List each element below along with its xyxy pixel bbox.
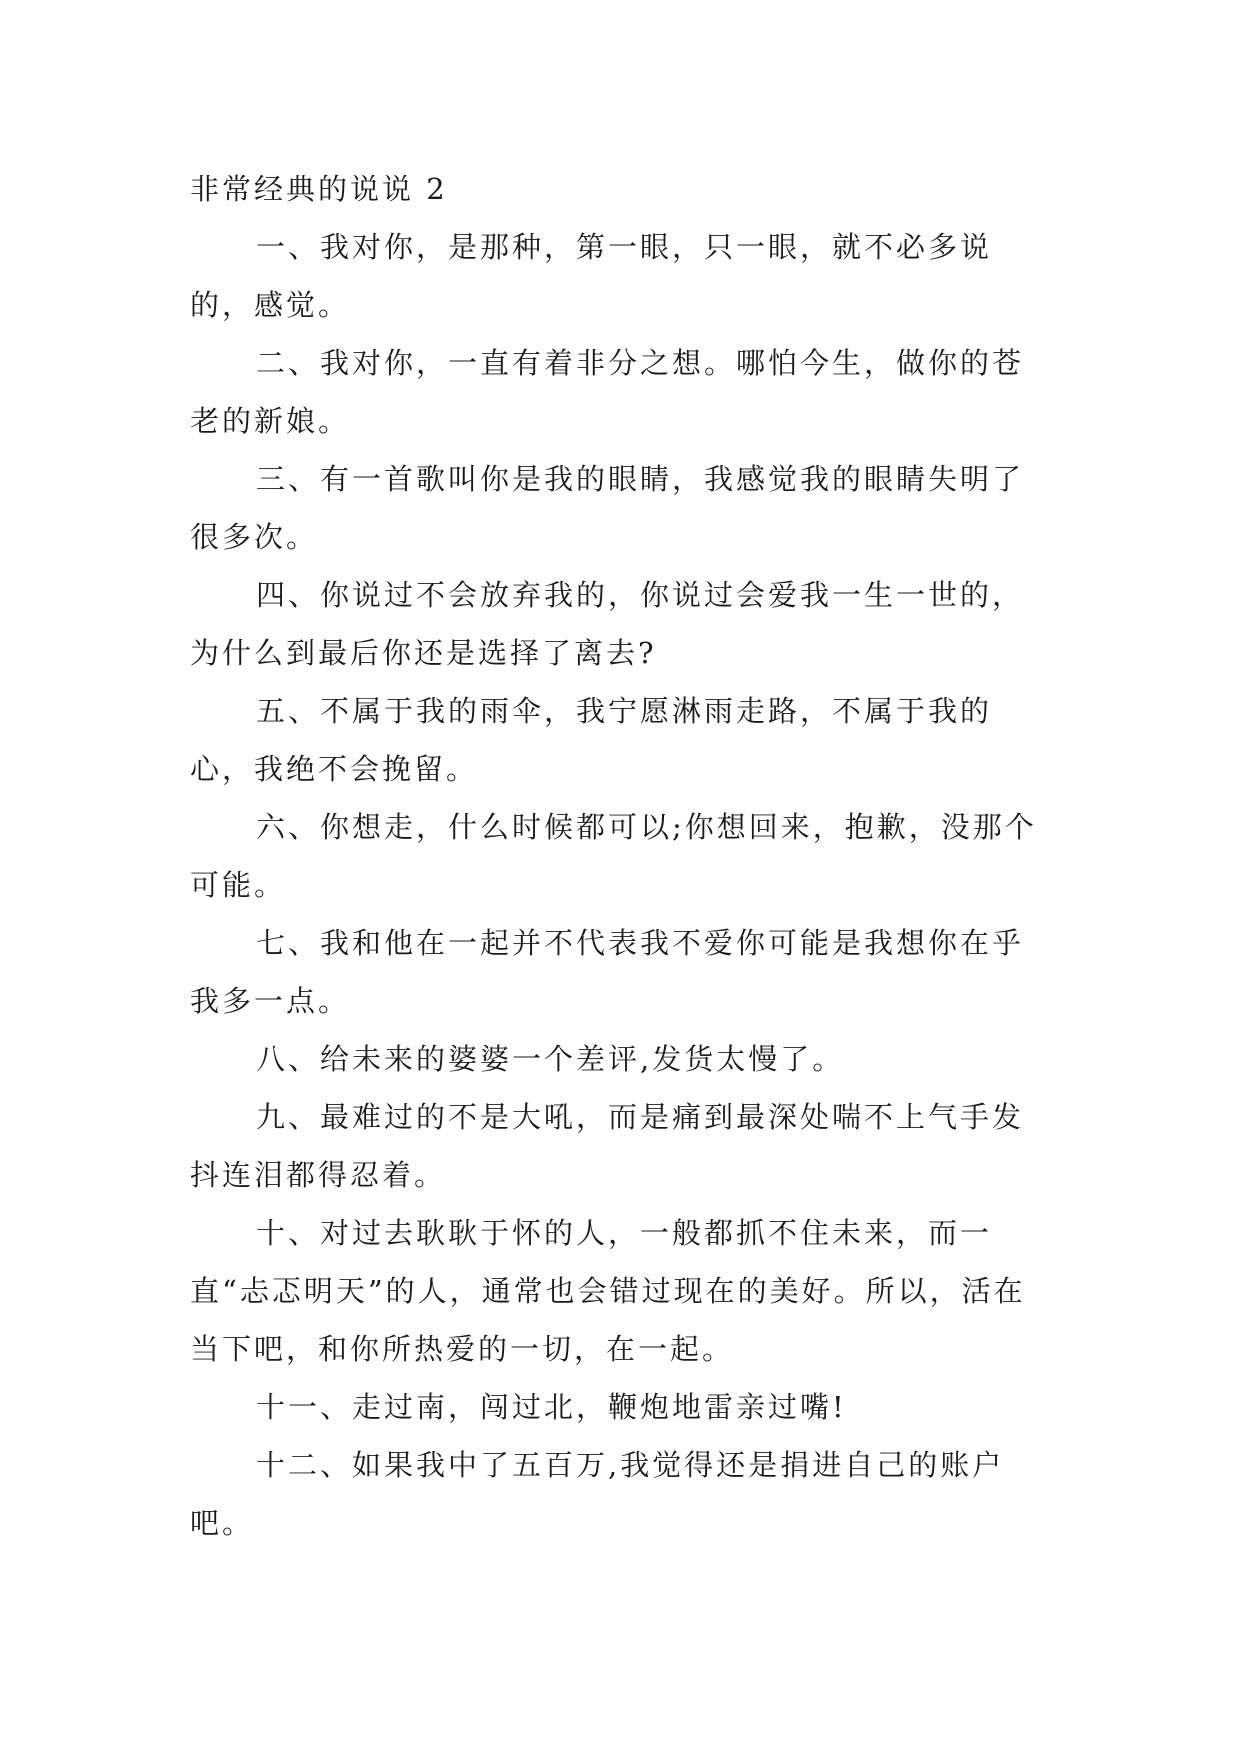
document-title: 非常经典的说说 2 bbox=[190, 172, 448, 206]
paragraph-6: 六、你想走，什么时候都可以;你想回来，抱歉，没那个可能。 bbox=[190, 810, 1037, 902]
paragraph-2: 二、我对你，一直有着非分之想。哪怕今生，做你的苍老的新娘。 bbox=[190, 346, 1025, 438]
paragraph-10: 十、对过去耿耿于怀的人，一般都抓不住未来，而一直“忐忑明天”的人，通常也会错过现在的美好。所以，活在当下吧，和你所热爱的一切，在一起。 bbox=[190, 1216, 1026, 1366]
paragraph-7: 七、我和他在一起并不代表我不爱你可能是我想你在乎我多一点。 bbox=[190, 926, 1025, 1018]
paragraph-4: 四、你说过不会放弃我的，你说过会爱我一生一世的，为什么到最后你还是选择了离去? bbox=[190, 578, 1025, 670]
document-body bbox=[190, 160, 1050, 1552]
paragraph-11: 十一、走过南，闯过北，鞭炮地雷亲过嘴! bbox=[256, 1390, 847, 1424]
paragraph-5: 五、不属于我的雨伞，我宁愿淋雨走路，不属于我的心，我绝不会挽留。 bbox=[190, 694, 993, 786]
paragraph-9: 九、最难过的不是大吼，而是痛到最深处喘不上气手发抖连泪都得忍着。 bbox=[190, 1100, 1025, 1192]
paragraph-12: 十二、如果我中了五百万,我觉得还是捐进自己的账户吧。 bbox=[190, 1448, 1005, 1540]
paragraph-3: 三、有一首歌叫你是我的眼睛，我感觉我的眼睛失明了很多次。 bbox=[190, 462, 1025, 554]
paragraph-1: 一、我对你，是那种，第一眼，只一眼，就不必多说的，感觉。 bbox=[190, 230, 993, 322]
paragraph-8: 八、给未来的婆婆一个差评,发货太慢了。 bbox=[256, 1042, 845, 1076]
